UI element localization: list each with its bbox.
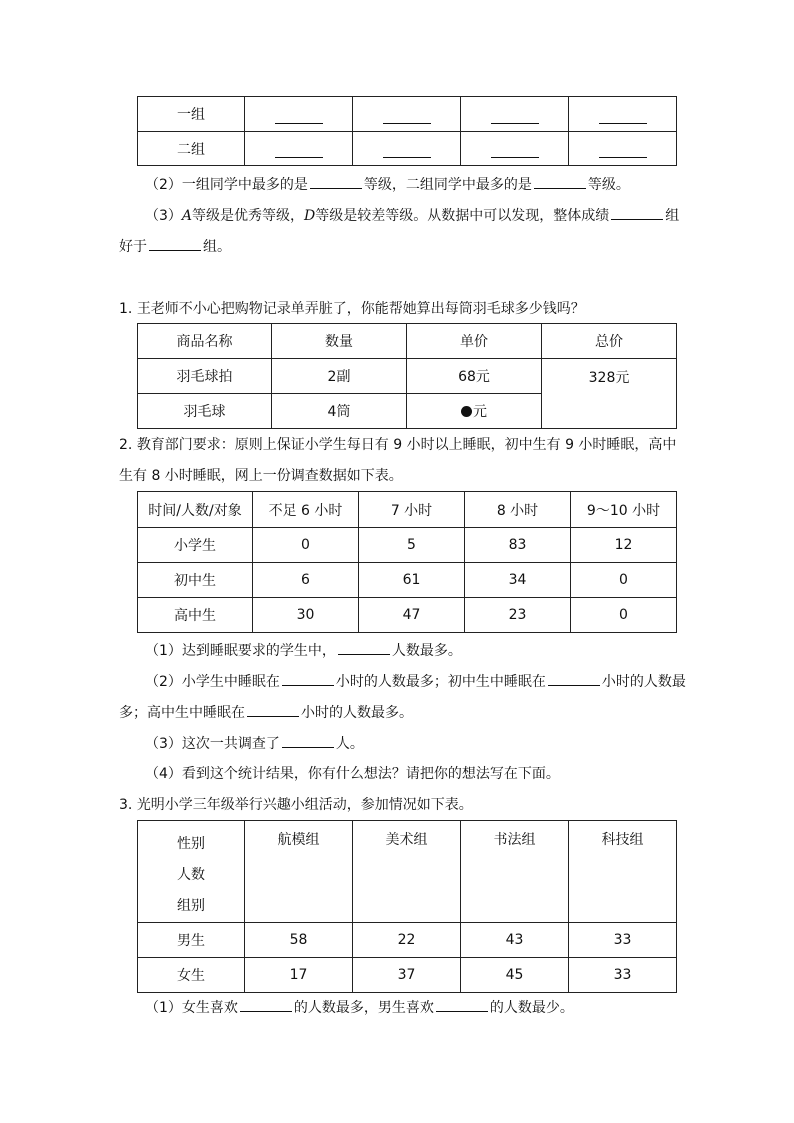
answer-blank[interactable]	[383, 109, 431, 124]
interest-group-table	[137, 820, 677, 993]
row-label: 一组	[138, 97, 245, 132]
q3-sub1: （1）女生喜欢 的人数最多，男生喜欢 的人数最少。	[145, 997, 574, 1018]
answer-blank[interactable]	[383, 143, 431, 158]
q1-number: 1.	[119, 301, 133, 317]
data-cell: 47	[359, 598, 465, 633]
data-cell: 12	[571, 528, 677, 563]
header-cell: 时间/人数/对象	[138, 492, 253, 528]
part-top-q3: （3）A等级是优秀等级，D等级是较差等级。从数据中可以发现，整体成绩 组	[145, 205, 679, 226]
header-cell: 9～10 小时	[571, 492, 677, 528]
header-cell: 总价	[542, 324, 677, 359]
item-qty: 4筒	[272, 394, 407, 429]
smudge-dot-icon	[461, 406, 472, 417]
corner-header: 性别 人数 组别	[138, 821, 245, 923]
row-label: 初中生	[138, 563, 253, 598]
header-cell: 科技组	[569, 821, 677, 923]
header-cell: 航模组	[245, 821, 353, 923]
part-top-q2: （2）一组同学中最多的是 等级，二组同学中最多的是 等级。	[145, 174, 630, 195]
row-label: 女生	[138, 958, 245, 993]
answer-blank[interactable]	[338, 640, 390, 655]
q2-stem	[119, 435, 676, 455]
answer-blank[interactable]	[548, 671, 600, 686]
answer-blank[interactable]	[149, 236, 201, 251]
data-cell: 83	[465, 528, 571, 563]
data-cell: 0	[253, 528, 359, 563]
data-cell: 33	[569, 923, 677, 958]
answer-blank[interactable]	[275, 143, 323, 158]
data-cell: 17	[245, 958, 353, 993]
row-label: 小学生	[138, 528, 253, 563]
data-cell: 34	[465, 563, 571, 598]
item-price: 元	[407, 394, 542, 429]
header-cell: 8 小时	[465, 492, 571, 528]
data-cell: 45	[461, 958, 569, 993]
q2-sub1: （1）达到睡眠要求的学生中， 人数最多。	[145, 640, 462, 661]
header-cell: 书法组	[461, 821, 569, 923]
data-cell: 58	[245, 923, 353, 958]
answer-blank[interactable]	[310, 174, 362, 189]
q2-sub4: （4）看到这个统计结果，你有什么想法？请把你的想法写在下面。	[145, 766, 560, 782]
data-cell: 33	[569, 958, 677, 993]
total-price: 328元	[542, 359, 677, 429]
data-cell: 23	[465, 598, 571, 633]
q3-text: 光明小学三年级举行兴趣小组活动，参加情况如下表。	[136, 797, 473, 813]
answer-blank[interactable]	[436, 997, 488, 1012]
item-name: 羽毛球	[138, 394, 272, 429]
answer-blank[interactable]	[534, 174, 586, 189]
answer-blank[interactable]	[282, 671, 334, 686]
header-cell: 7 小时	[359, 492, 465, 528]
q2-sub3: （3）这次一共调查了 人。	[145, 733, 364, 754]
q2-number: 2.	[119, 437, 133, 453]
data-cell: 6	[253, 563, 359, 598]
header-cell: 不足 6 小时	[253, 492, 359, 528]
data-cell: 61	[359, 563, 465, 598]
data-cell: 0	[571, 563, 677, 598]
sleep-table	[137, 491, 677, 633]
answer-blank[interactable]	[240, 997, 292, 1012]
data-cell: 37	[353, 958, 461, 993]
header-cell: 数量	[272, 324, 407, 359]
answer-blank[interactable]	[282, 733, 334, 748]
q2-sub2: （2）小学生中睡眠在 小时的人数最多；初中生中睡眠在 小时的人数最	[145, 671, 686, 692]
item-price: 68元	[407, 359, 542, 394]
answer-blank[interactable]	[611, 205, 663, 220]
answer-blank[interactable]	[247, 702, 299, 717]
answer-blank[interactable]	[491, 143, 539, 158]
q1-text: 王老师不小心把购物记录单弄脏了，你能帮她算出每筒羽毛球多少钱吗？	[136, 301, 585, 317]
header-cell: 美术组	[353, 821, 461, 923]
item-qty: 2副	[272, 359, 407, 394]
q3-stem	[119, 795, 473, 815]
row-label: 男生	[138, 923, 245, 958]
header-cell: 单价	[407, 324, 542, 359]
data-cell: 5	[359, 528, 465, 563]
part-top-q3-line2: 好于 组。	[119, 236, 231, 257]
q3-number: 3.	[119, 797, 133, 813]
shopping-table	[137, 323, 677, 429]
q1-stem	[119, 299, 585, 319]
answer-blank[interactable]	[275, 109, 323, 124]
answer-blank[interactable]	[491, 109, 539, 124]
q2-sub2-line2: 多；高中生中睡眠在 小时的人数最多。	[119, 702, 413, 723]
data-cell: 43	[461, 923, 569, 958]
answer-blank[interactable]	[599, 143, 647, 158]
row-label: 高中生	[138, 598, 253, 633]
item-name: 羽毛球拍	[138, 359, 272, 394]
header-cell: 商品名称	[138, 324, 272, 359]
data-cell: 30	[253, 598, 359, 633]
data-cell: 0	[571, 598, 677, 633]
q2-text: 教育部门要求：原则上保证小学生每日有 9 小时以上睡眠，初中生有 9 小时睡眠，高中	[136, 437, 677, 453]
q2-stem-line2: 生有 8 小时睡眠，网上一份调查数据如下表。	[119, 468, 403, 484]
answer-blank[interactable]	[599, 109, 647, 124]
data-cell: 22	[353, 923, 461, 958]
group-grade-table	[137, 96, 677, 166]
row-label: 二组	[138, 132, 245, 166]
